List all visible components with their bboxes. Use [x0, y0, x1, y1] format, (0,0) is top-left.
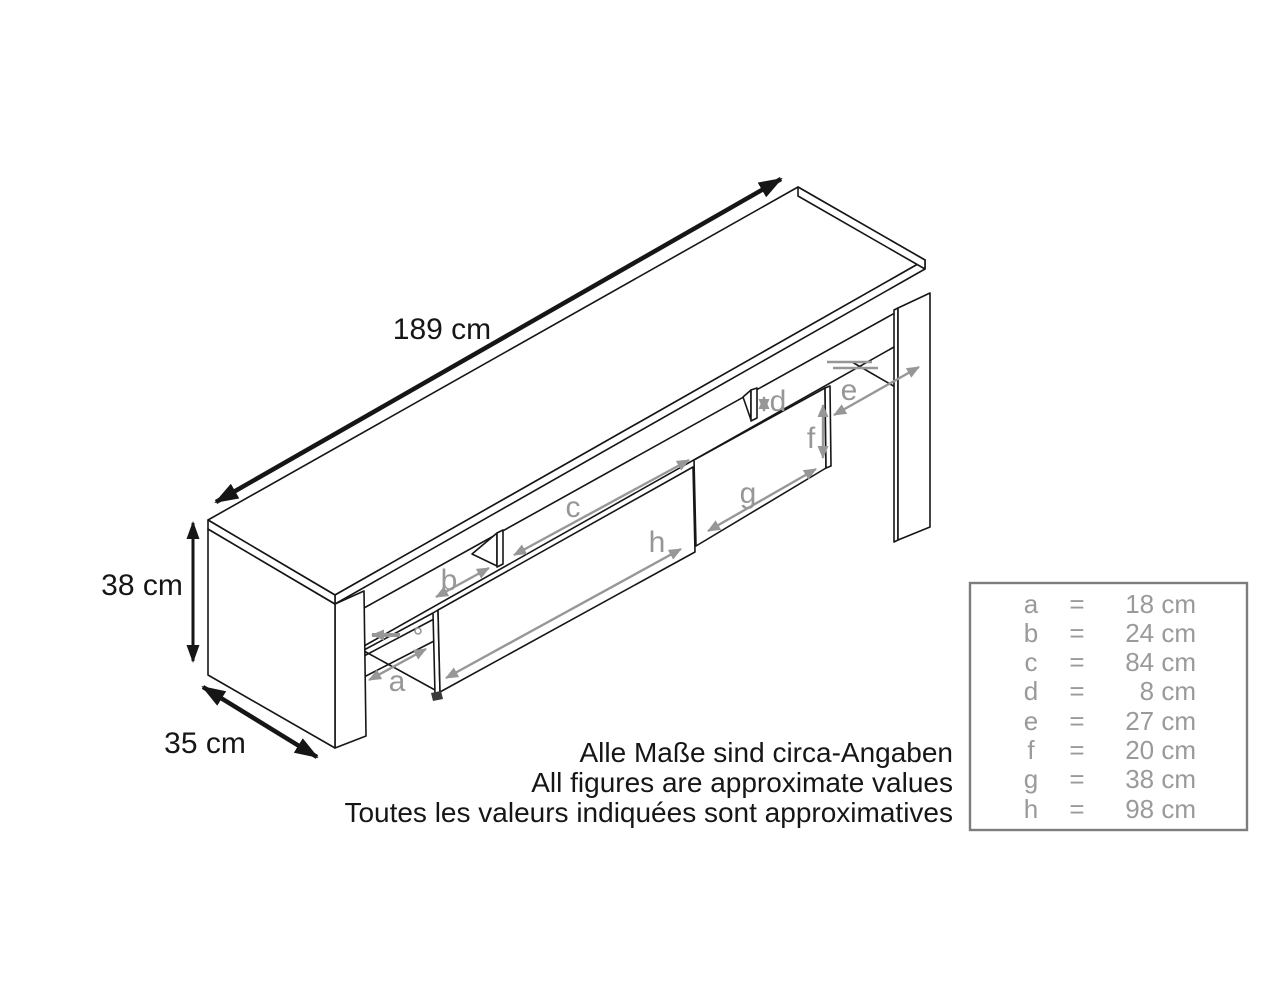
legend-letter: g [1023, 764, 1039, 794]
cam-lock-icon [415, 628, 421, 634]
part-label-e: e [840, 374, 858, 407]
length-dimension-label: 189 cm [392, 313, 492, 346]
legend-equals: = [1069, 618, 1085, 648]
legend-value: 24 cm [1125, 618, 1196, 648]
left-leg-edge [335, 591, 366, 748]
right-leg-panel [898, 293, 930, 540]
drawer-foot [431, 691, 443, 701]
note-english: All figures are approximate values [531, 767, 953, 798]
legend-letter: a [1023, 589, 1039, 619]
legend-equals: = [1069, 794, 1085, 824]
legend-letter: f [1027, 735, 1035, 765]
note-german: Alle Maße sind circa-Angaben [579, 737, 953, 768]
legend-table [970, 583, 1247, 830]
legend-equals: = [1069, 764, 1085, 794]
part-label-f: f [806, 422, 816, 455]
height-dimension-label: 38 cm [101, 569, 183, 602]
legend-value: 27 cm [1125, 706, 1196, 736]
legend-equals: = [1069, 676, 1085, 706]
left-divider-front [497, 530, 503, 567]
legend-letter: e [1023, 706, 1039, 736]
right-divider-side [743, 390, 751, 420]
legend-value: 38 cm [1125, 764, 1196, 794]
legend-box [970, 583, 1247, 830]
depth-dimension-label: 35 cm [164, 727, 246, 760]
legend-value: 20 cm [1125, 735, 1196, 765]
right-door-edge [825, 386, 831, 468]
legend-letter: d [1023, 676, 1039, 706]
approximation-notes [344, 737, 953, 828]
legend-equals: = [1069, 589, 1085, 619]
part-label-c: c [565, 491, 581, 524]
note-french: Toutes les valeurs indiquées sont approximatives [344, 797, 953, 828]
bottom-shelf-front-edge [364, 613, 433, 650]
legend-value: 98 cm [1125, 794, 1196, 824]
left-divider-side [472, 533, 497, 566]
part-label-g: g [739, 477, 757, 510]
part-label-b: b [440, 564, 458, 597]
legend-equals: = [1069, 735, 1085, 765]
right-door-front [694, 388, 826, 546]
legend-letter: b [1023, 618, 1039, 648]
legend-equals: = [1069, 706, 1085, 736]
right-divider-front [751, 388, 757, 421]
part-label-h: h [648, 526, 666, 559]
legend-value: 84 cm [1125, 647, 1196, 677]
legend-equals: = [1069, 647, 1085, 677]
part-label-a: a [388, 665, 406, 698]
legend-letter: c [1024, 647, 1038, 677]
cabinet-panels [208, 187, 930, 748]
legend-value: 18 cm [1125, 589, 1196, 619]
part-label-d: d [769, 385, 787, 418]
legend-value: 8 cm [1139, 676, 1196, 706]
legend-letter: h [1023, 794, 1039, 824]
